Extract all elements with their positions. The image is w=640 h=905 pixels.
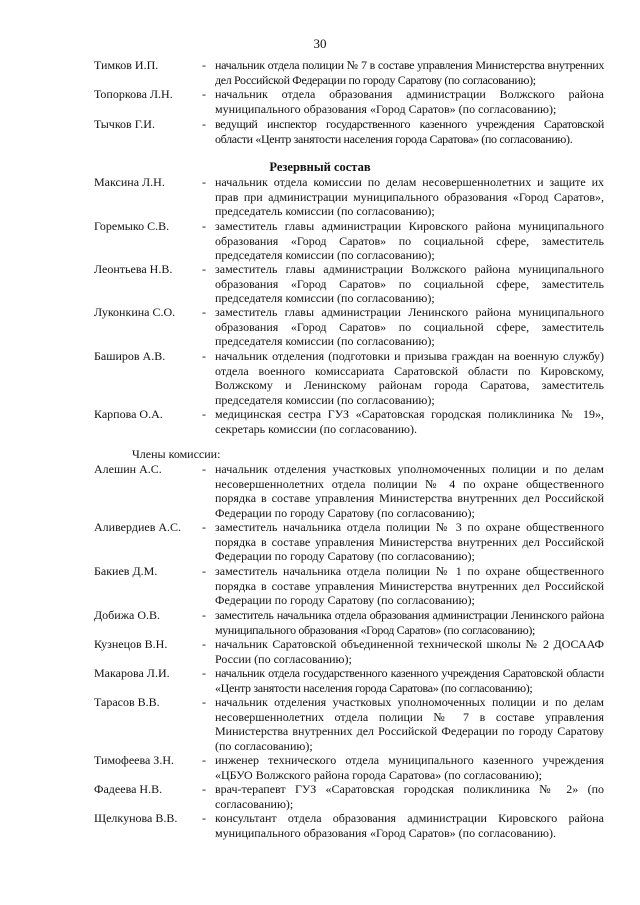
dash: - — [202, 782, 206, 796]
list-item — [94, 637, 604, 666]
dash: - — [202, 608, 206, 622]
member-name: Максина Л.Н. — [94, 175, 165, 189]
member-role: начальник отдела комиссии по делам несовершеннолетних и защите их прав при администрации муниципального образования «Город Саратов», председатель комиссии (по согласованию); — [215, 175, 604, 218]
member-name: Аливердиев А.С. — [94, 520, 182, 534]
dash: - — [202, 117, 206, 131]
list-item — [94, 695, 604, 753]
member-role: начальник отдела полиции № 7 в составе управления Министерства внутренних дел Российской Федерации по городу Саратову (по согласованию); — [215, 58, 604, 87]
member-name: Луконкина С.О. — [94, 305, 176, 319]
member-role: заместитель главы администрации Волжского района муниципального образования «Город Саратов» по социальной сфере, заместитель председателя комиссии (по согласованию); — [215, 262, 604, 305]
member-name: Тимофеева З.Н. — [94, 753, 174, 767]
member-name: Кузнецов В.Н. — [94, 637, 168, 651]
member-name: Горемыко С.В. — [94, 219, 170, 233]
dash: - — [202, 87, 206, 101]
member-role: начальник отделения участковых уполномоченных полиции и по делам несовершеннолетних отдела полиции № 7 в составе управления Министерства внутренних дел Российской Федерации по городу Саратову (по согласованию); — [215, 695, 604, 753]
list-item — [94, 262, 604, 306]
member-name: Тарасов В.В. — [94, 695, 160, 709]
member-name: Добижа О.В. — [94, 608, 160, 622]
member-name: Леонтьева Н.В. — [94, 262, 173, 276]
dash: - — [202, 462, 206, 476]
list-item — [94, 219, 604, 263]
dash: - — [202, 753, 206, 767]
member-role: консультант отдела образования администрации Кировского района муниципального образования «Город Саратов» (по согласованию). — [215, 811, 604, 840]
reserve-section-title: Резервный состав — [269, 160, 371, 174]
list-item — [94, 117, 604, 146]
list-item — [94, 87, 604, 116]
dash: - — [202, 564, 206, 578]
dash: - — [202, 219, 206, 233]
list-item — [94, 462, 604, 520]
member-name: Тимков И.П. — [94, 58, 159, 72]
member-name: Топоркова Л.Н. — [94, 87, 173, 101]
list-item — [94, 666, 604, 695]
dash: - — [202, 175, 206, 189]
member-role: врач-терапевт ГУЗ «Саратовская городская поликлиника № 2» (по согласованию); — [215, 782, 604, 811]
list-item — [94, 564, 604, 608]
member-role: заместитель начальника отдела образования администрации Ленинского района муниципального образования «Город Саратов» (по согласованию); — [215, 608, 604, 637]
list-item — [94, 305, 604, 349]
dash: - — [202, 520, 206, 534]
member-name: Баширов А.В. — [94, 349, 166, 363]
dash: - — [202, 58, 206, 72]
member-role: заместитель начальника отдела полиции № 3 по охране общественного порядка в составе управления Министерства внутренних дел Российской Федерации по городу Саратову (по согласованию); — [215, 520, 604, 563]
member-role: начальник отделения (подготовки и призыва граждан на военную службу) отдела военного комиссариата Саратовской области по Кировскому, Волжскому и Ленинскому районам города Саратова, заместитель председателя комиссии (по согласованию); — [215, 349, 604, 407]
members-label: Члены комиссии: — [132, 447, 221, 461]
member-name: Тычков Г.И. — [94, 117, 155, 131]
list-item — [94, 608, 604, 637]
dash: - — [202, 666, 206, 680]
page-number: 30 — [313, 36, 327, 51]
list-item — [94, 349, 604, 407]
dash: - — [202, 262, 206, 276]
list-item — [94, 175, 604, 219]
member-name: Бакиев Д.М. — [94, 564, 158, 578]
dash: - — [202, 695, 206, 709]
list-item — [94, 753, 604, 782]
dash: - — [202, 637, 206, 651]
member-role: заместитель главы администрации Кировского района муниципального образования «Город Саратов» по социальной сфере, заместитель председателя комиссии (по согласованию); — [215, 219, 604, 262]
list-item — [94, 58, 604, 87]
dash: - — [202, 349, 206, 363]
dash: - — [202, 305, 206, 319]
member-role: начальник отделения участковых уполномоченных полиции и по делам несовершеннолетних отдела полиции № 4 по охране общественного порядка в составе управления Министерства внутренних дел Российской Федерации по городу Саратову (по согласованию); — [215, 462, 604, 520]
member-role: ведущий инспектор государственного казенного учреждения Саратовской области «Центр занятости населения города Саратова» (по согласованию). — [215, 117, 604, 146]
member-role: инженер технического отдела муниципального казенного учреждения «ЦБУО Волжского района города Саратова» (по согласованию); — [215, 753, 604, 782]
member-role: начальник Саратовской объединенной технической школы № 2 ДОСААФ России (по согласованию); — [215, 637, 604, 666]
list-item — [94, 407, 604, 436]
member-name: Карпова О.А. — [94, 407, 163, 421]
dash: - — [202, 811, 206, 825]
member-role: заместитель начальника отдела полиции № 1 по охране общественного порядка в составе управления Министерства внутренних дел Российской Федерации по городу Саратову (по согласованию); — [215, 564, 604, 607]
list-item — [94, 520, 604, 564]
member-role: медицинская сестра ГУЗ «Саратовская городская поликлиника № 19», секретарь комиссии (по согласованию). — [215, 407, 604, 436]
list-item — [94, 811, 604, 840]
member-name: Алешин А.С. — [94, 462, 162, 476]
member-name: Щелкунова В.В. — [94, 811, 178, 825]
list-item — [94, 782, 604, 811]
member-name: Фадеева Н.В. — [94, 782, 163, 796]
member-role: начальник отдела образования администрации Волжского района муниципального образования «Город Саратов» (по согласованию); — [215, 87, 604, 116]
member-role: начальник отдела государственного казенного учреждения Саратовской области «Центр занятости населения города Саратова» (по согласованию); — [215, 666, 604, 695]
member-role: заместитель главы администрации Ленинского района муниципального образования «Город Саратов» по социальной сфере, заместитель председателя комиссии (по согласованию); — [215, 305, 604, 348]
dash: - — [202, 407, 206, 421]
member-name: Макарова Л.И. — [94, 666, 170, 680]
